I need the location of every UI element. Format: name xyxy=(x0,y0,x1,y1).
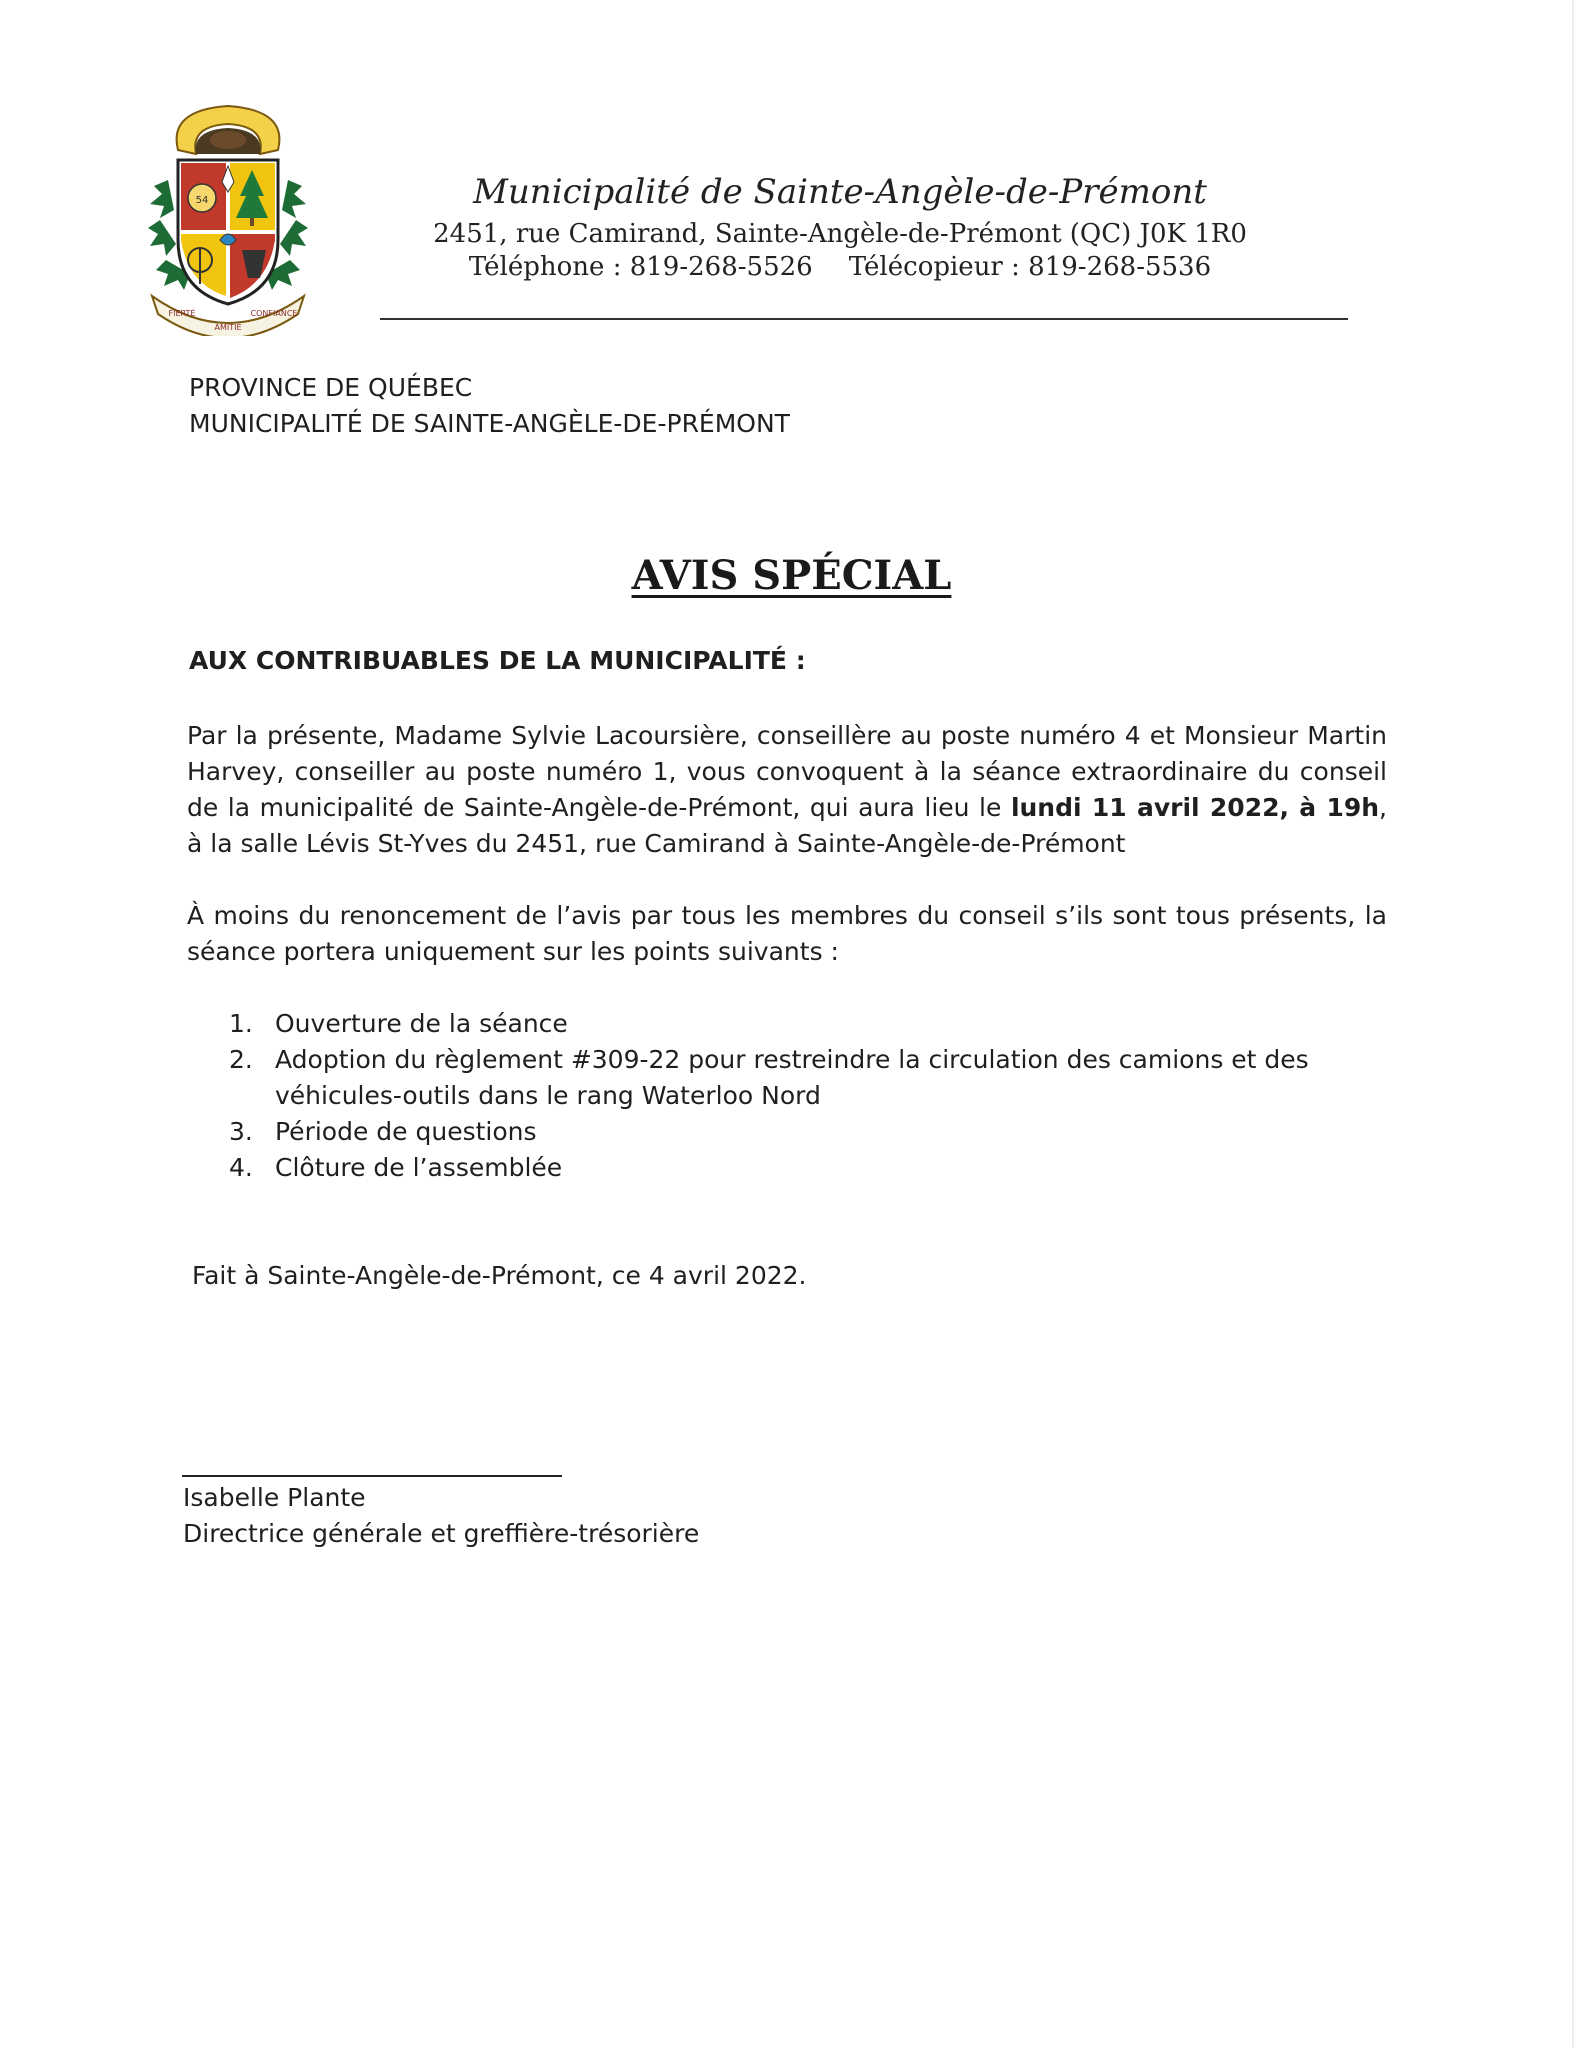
notice-paragraph-2: À moins du renoncement de l’avis par tous les membres du conseil s’ils sont tous présents, la séance portera uniquement sur les points suivants : xyxy=(187,901,1387,966)
agenda-item xyxy=(187,1150,1387,1186)
page-edge xyxy=(1572,0,1574,2048)
crest-motto-1: FIERTÉ xyxy=(168,309,196,318)
meeting-date-time: lundi 11 avril 2022, à 19h xyxy=(1010,793,1380,822)
crest-motto-2: AMITIÉ xyxy=(214,323,242,332)
signature-line xyxy=(182,1475,562,1477)
letterhead-municipality-name: Municipalité de Sainte-Angèle-de-Prémont xyxy=(473,172,1207,212)
agenda-item xyxy=(187,1042,1387,1114)
province-line-1: PROVINCE DE QUÉBEC xyxy=(189,373,473,402)
agenda-item-number: 4. xyxy=(229,1153,253,1182)
agenda-item-text: Clôture de l’assemblée xyxy=(275,1153,563,1182)
province-line-2: MUNICIPALITÉ DE SAINTE-ANGÈLE-DE-PRÉMONT xyxy=(189,409,790,438)
agenda-list xyxy=(187,1006,1387,1186)
paragraph-1-text-end: , à la salle Lévis St-Yves du 2451, rue Camirand à Sainte-Angèle-de-Prémont xyxy=(187,793,1387,858)
crest-shield-number: 54 xyxy=(195,195,209,206)
agenda-item-number: 2. xyxy=(229,1045,253,1074)
province-block xyxy=(189,370,790,442)
paragraph-1-text-start: Par la présente, Madame Sylvie Lacoursière, conseillère au poste numéro 4 et Monsieur Martin Harvey, conseiller au poste numéro 1, vous convoquent à la séance extraordinaire du conseil de la municipalité de Sainte-Angèle-de-Prémont, qui aura lieu le xyxy=(187,721,1387,822)
agenda-item-text: Adoption du règlement #309-22 pour restreindre la circulation des camions et des véhicules-outils dans le rang Waterloo Nord xyxy=(275,1045,1309,1110)
signer-title: Directrice générale et greffière-trésorière xyxy=(183,1519,700,1548)
notice-paragraph-1 xyxy=(187,718,1387,862)
letterhead-contact xyxy=(360,252,1320,282)
letterhead-telephone: Téléphone : 819-268-5526 xyxy=(468,252,813,282)
agenda-item-number: 3. xyxy=(229,1117,253,1146)
notice-title: AVIS SPÉCIAL xyxy=(631,552,952,599)
notice-addressee: AUX CONTRIBUABLES DE LA MUNICIPALITÉ : xyxy=(189,646,806,675)
agenda-item xyxy=(187,1114,1387,1150)
signer-name: Isabelle Plante xyxy=(183,1483,366,1512)
municipal-crest-logo xyxy=(138,100,318,336)
agenda-item-text: Période de questions xyxy=(275,1117,537,1146)
letterhead-fax: Télécopieur : 819-268-5536 xyxy=(848,252,1212,282)
agenda-item-number: 1. xyxy=(229,1009,253,1038)
letterhead-address: 2451, rue Camirand, Sainte-Angèle-de-Prémont (QC) J0K 1R0 xyxy=(433,219,1247,249)
signature-block xyxy=(183,1480,699,1552)
agenda-item-text: Ouverture de la séance xyxy=(275,1009,568,1038)
agenda-item xyxy=(187,1006,1387,1042)
crest-motto-3: CONFIANCE xyxy=(250,309,298,318)
letterhead-divider xyxy=(380,318,1348,320)
made-at-date: Fait à Sainte-Angèle-de-Prémont, ce 4 avril 2022. xyxy=(192,1261,807,1290)
